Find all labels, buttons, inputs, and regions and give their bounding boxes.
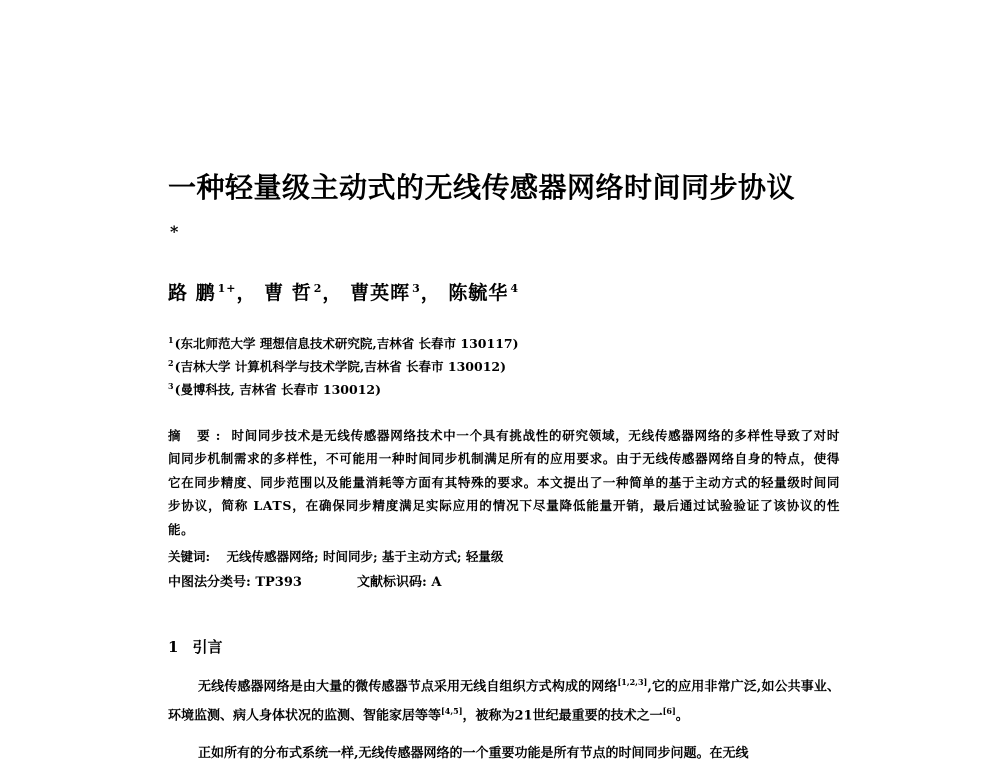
affiliation-1 — [168, 334, 519, 352]
abstract-label: 摘 要: — [168, 428, 227, 443]
citation: [4,5] — [441, 706, 463, 717]
author-name: 曹英晖 — [350, 282, 411, 304]
keywords-label: 关键词: — [168, 549, 211, 564]
author-separator: ， — [420, 282, 441, 304]
author-name: 陈毓华 — [448, 282, 509, 304]
section-number: 1 — [168, 638, 179, 656]
abstract — [168, 424, 840, 541]
section-heading — [168, 636, 222, 657]
author-name: 曹 哲 — [264, 282, 312, 304]
classification-line — [168, 571, 441, 590]
paper-title: 一种轻量级主动式的无线传感器网络时间同步协议 — [168, 171, 796, 204]
author-name: 路 鹏 — [168, 282, 216, 304]
doc-code-value: A — [431, 575, 442, 590]
affiliation-2 — [168, 357, 506, 375]
abstract-text: 时间同步技术是无线传感器网络技术中一个具有挑战性的研究领域，无线传感器网络的多样性导致了对时间同步机制需求的多样性，不可能用一种时间同步机制满足所有的应用要求。由于无线传感器网络自身的特点，使得它在同步精度、同步范围以及能量消耗等方面有其特殊的要求。本文提出了一种简单的基于主动方式的轻量级时间同步协议，简称 LATS，在确保同步精度满足实际应用的情况下尽量降低能量开销，最后通过试验验证了该协议的性能。 — [168, 428, 841, 537]
keywords-text: 无线传感器网络; 时间同步; 基于主动方式; 轻量级 — [226, 549, 504, 564]
clc-label: 中图法分类号: — [168, 575, 251, 590]
citation: [1,2,3] — [617, 677, 648, 687]
affiliation-mark: 2 — [168, 357, 174, 368]
keywords — [168, 547, 503, 565]
doc-code-label: 文献标识码: — [357, 575, 427, 590]
affiliation-text: (吉林大学 计算机科学与技术学院,吉林省 长春市 130012) — [174, 359, 506, 374]
affiliation-3 — [168, 380, 381, 398]
author-mark: 1+ — [217, 281, 237, 295]
citation: [6] — [662, 706, 676, 717]
para-text: ,它的应用非常广泛,如公共事业、环境监测、病人身体状况的监测、智能家居等等 — [168, 679, 840, 724]
intro-paragraph-1 — [168, 670, 840, 729]
author-separator: ， — [236, 282, 257, 304]
clc-value: TP393 — [255, 575, 302, 590]
section-title: 引言 — [192, 638, 223, 656]
author-mark: 4 — [510, 281, 520, 295]
affiliation-text: (东北师范大学 理想信息技术研究院,吉林省 长春市 130117) — [174, 336, 519, 351]
para-text: ，被称为21世纪最重要的技术之一 — [462, 708, 663, 724]
intro-paragraph-2: 正如所有的分布式系统一样,无线传感器网络的一个重要功能是所有节点的时间同步问题。在无线 — [198, 746, 749, 761]
para-text: 。 — [675, 708, 689, 724]
affiliation-mark: 1 — [168, 334, 174, 345]
author-list — [168, 278, 519, 305]
title-footnote-mark: * — [170, 222, 179, 241]
author-mark: 3 — [412, 281, 421, 295]
author-separator: ， — [322, 282, 343, 304]
affiliation-text: (曼博科技, 吉林省 长春市 130012) — [174, 382, 381, 397]
para-text: 无线传感器网络是由大量的微传感器节点采用无线自组织方式构成的网络 — [198, 679, 618, 695]
author-mark: 2 — [313, 281, 323, 295]
affiliation-mark: 3 — [168, 380, 174, 391]
